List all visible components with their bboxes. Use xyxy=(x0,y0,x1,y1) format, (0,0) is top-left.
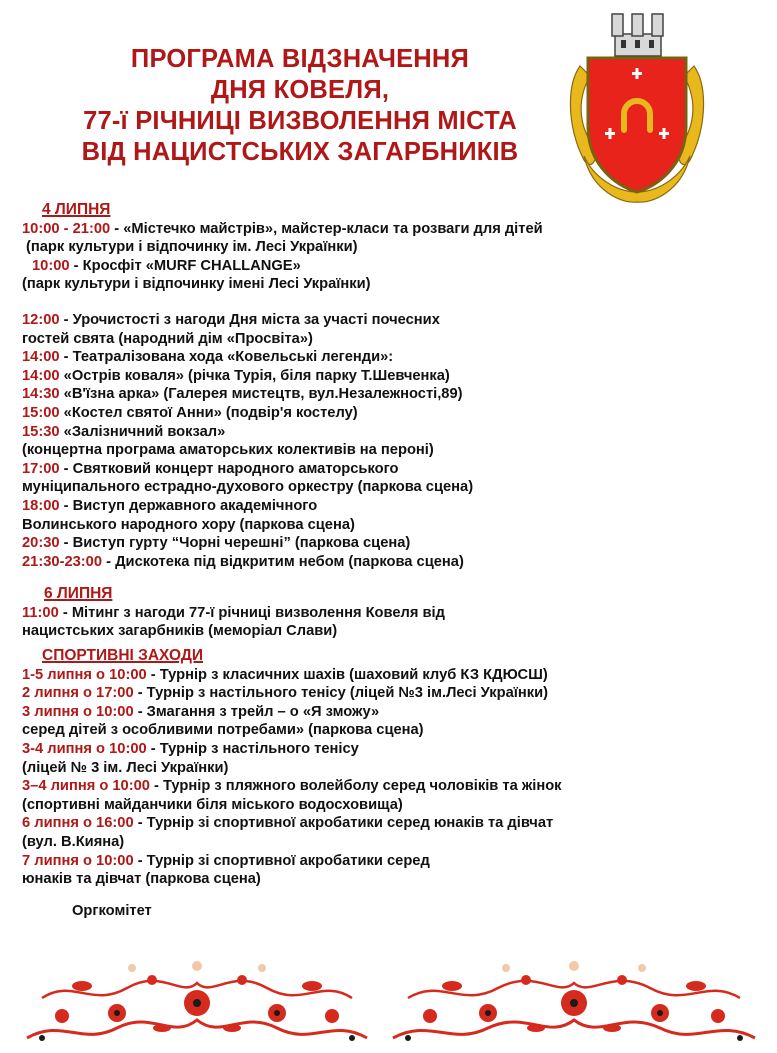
program-line xyxy=(22,759,762,778)
program-line xyxy=(22,777,762,796)
program-line xyxy=(22,516,762,535)
event-time: 11:00 xyxy=(22,604,59,621)
program-line xyxy=(22,534,762,553)
event-text: - Турнір зі спортивної акробатики серед xyxy=(133,852,430,869)
event-time: 3-4 липня о 10:00 xyxy=(22,741,147,758)
event-text: - Змагання з трейл – о «Я зможу» xyxy=(133,703,380,720)
program-line xyxy=(22,385,762,404)
event-text: - Театралізована хода «Ковельські легенди»: xyxy=(59,349,394,366)
event-text: - Турнір зі спортивної акробатики серед юнаків та дівчат xyxy=(133,815,554,832)
event-time: 20:30 xyxy=(22,535,60,552)
event-text: (спортивні майданчики біля міського водосховища) xyxy=(22,796,403,813)
event-text: «В'їзна арка» (Галерея мистецтв, вул.Незалежності,89) xyxy=(59,386,463,403)
event-text: серед дітей з особливими потребами» (паркова сцена) xyxy=(22,722,424,739)
program-line xyxy=(22,367,762,386)
program-line xyxy=(22,238,762,257)
program-line xyxy=(22,423,762,442)
event-time: 18:00 xyxy=(22,497,60,514)
program-line xyxy=(22,257,762,276)
event-time: 10:00 - 21:00 xyxy=(22,220,111,237)
title-line: ДНЯ КОВЕЛЯ, xyxy=(210,76,390,104)
event-text: - Турнір з пляжного волейболу серед чоловіків та жінок xyxy=(149,778,562,795)
program-line xyxy=(22,460,762,479)
event-text: - Кросфіт «MURF CHALLANGE» xyxy=(69,257,301,274)
title-line: 77-ї РІЧНИЦІ ВИЗВОЛЕННЯ МІСТА xyxy=(83,107,517,135)
program-line xyxy=(22,740,762,759)
event-text: - «Містечко майстрів», майстер-класи та розваги для дітей xyxy=(110,220,543,237)
program-line xyxy=(22,796,762,815)
section-heading-day1: 4 ЛИПНЯ xyxy=(42,201,111,218)
event-text: (ліцей № 3 ім. Лесі Українки) xyxy=(22,759,229,776)
event-text: нацистських загарбників (меморіал Слави) xyxy=(22,623,338,640)
event-text: юнаків та дівчат (паркова сцена) xyxy=(22,871,261,888)
program-line xyxy=(22,622,762,641)
event-text: - Виступ гурту “Чорні черешні” (паркова сцена) xyxy=(59,535,411,552)
title-line: ВІД НАЦИСТСЬКИХ ЗАГАРБНИКІВ xyxy=(81,138,519,166)
event-text: - Мітинг з нагоди 77-ї річниці визволення Ковеля від xyxy=(58,604,445,621)
program xyxy=(22,201,762,889)
program-line xyxy=(22,497,762,516)
program-line xyxy=(22,404,762,423)
event-text: муніципального естрадно-духового оркестру (паркова сцена) xyxy=(22,479,474,496)
event-time: 6 липня о 16:00 xyxy=(22,815,134,832)
event-time: 3 липня о 10:00 xyxy=(22,703,134,720)
program-line xyxy=(22,814,762,833)
event-text: (концертна програма аматорських колективів на пероні) xyxy=(22,442,434,459)
signature: Оргкомітет xyxy=(72,903,152,919)
event-time: 15:00 xyxy=(22,404,60,421)
program-line xyxy=(22,703,762,722)
event-text: «Залізничний вокзал» xyxy=(59,423,226,440)
event-text: (парк культури і відпочинку ім. Лесі Українки) xyxy=(26,239,358,256)
program-line xyxy=(22,604,762,623)
event-time: 21:30-23:00 xyxy=(22,553,103,570)
event-time: 1-5 липня о 10:00 xyxy=(22,666,147,683)
program-line xyxy=(22,275,762,294)
event-time: 7 липня о 10:00 xyxy=(22,852,134,869)
event-time: 12:00 xyxy=(22,311,60,328)
program-line xyxy=(22,684,762,703)
program-line xyxy=(22,330,762,349)
program-line xyxy=(22,833,762,852)
event-text: - Святковий концерт народного аматорського xyxy=(59,460,399,477)
program-line xyxy=(22,666,762,685)
event-time: 14:30 xyxy=(22,386,60,403)
event-text: Волинського народного хору (паркова сцена) xyxy=(22,516,355,533)
event-time: 14:00 xyxy=(22,349,60,366)
program-line xyxy=(22,348,762,367)
event-time: 2 липня о 17:00 xyxy=(22,685,134,702)
event-text: - Урочистості з нагоди Дня міста за участі почесних xyxy=(59,311,440,328)
program-line xyxy=(22,721,762,740)
program-line xyxy=(22,852,762,871)
event-text: (парк культури і відпочинку імені Лесі Українки) xyxy=(22,276,371,293)
event-text: «Острів коваля» (річка Турія, біля парку Т.Шевченка) xyxy=(59,367,450,384)
section-heading-sports: СПОРТИВНІ ЗАХОДИ xyxy=(42,647,204,665)
event-text: «Костел святої Анни» (подвір'я костелу) xyxy=(59,404,358,421)
event-time: 15:30 xyxy=(22,423,60,440)
event-text: (вул. В.Кияна) xyxy=(22,834,125,850)
program-line xyxy=(22,441,762,460)
page-title xyxy=(40,44,560,168)
event-time: 17:00 xyxy=(22,460,60,477)
event-text: - Турнір з настільного тенісу (ліцей №3 ім.Лесі Українки) xyxy=(133,685,549,702)
program-line xyxy=(22,478,762,497)
coat-of-arms-icon xyxy=(562,6,712,206)
event-text: - Турнір з класичних шахів (шаховий клуб КЗ КДЮСШ) xyxy=(146,666,548,683)
event-time: 3–4 липня о 10:00 xyxy=(22,778,150,795)
section-heading-day2: 6 ЛИПНЯ xyxy=(44,585,113,603)
folk-ornament-icon xyxy=(388,958,760,1050)
folk-ornament-icon xyxy=(22,958,372,1050)
program-line xyxy=(22,311,762,330)
event-text: гостей свята (народний дім «Просвіта») xyxy=(22,330,313,347)
program-line xyxy=(22,553,762,572)
event-text: - Турнір з настільного тенісу xyxy=(146,741,359,758)
event-time: 10:00 xyxy=(32,257,70,274)
event-text: - Дискотека під відкритим небом (паркова сцена) xyxy=(102,553,464,570)
title-line: ПРОГРАМА ВІДЗНАЧЕННЯ xyxy=(130,45,470,73)
program-line xyxy=(22,220,762,239)
event-time: 14:00 xyxy=(22,367,60,384)
event-text: - Виступ державного академічного xyxy=(59,497,318,514)
program-line xyxy=(22,870,762,889)
